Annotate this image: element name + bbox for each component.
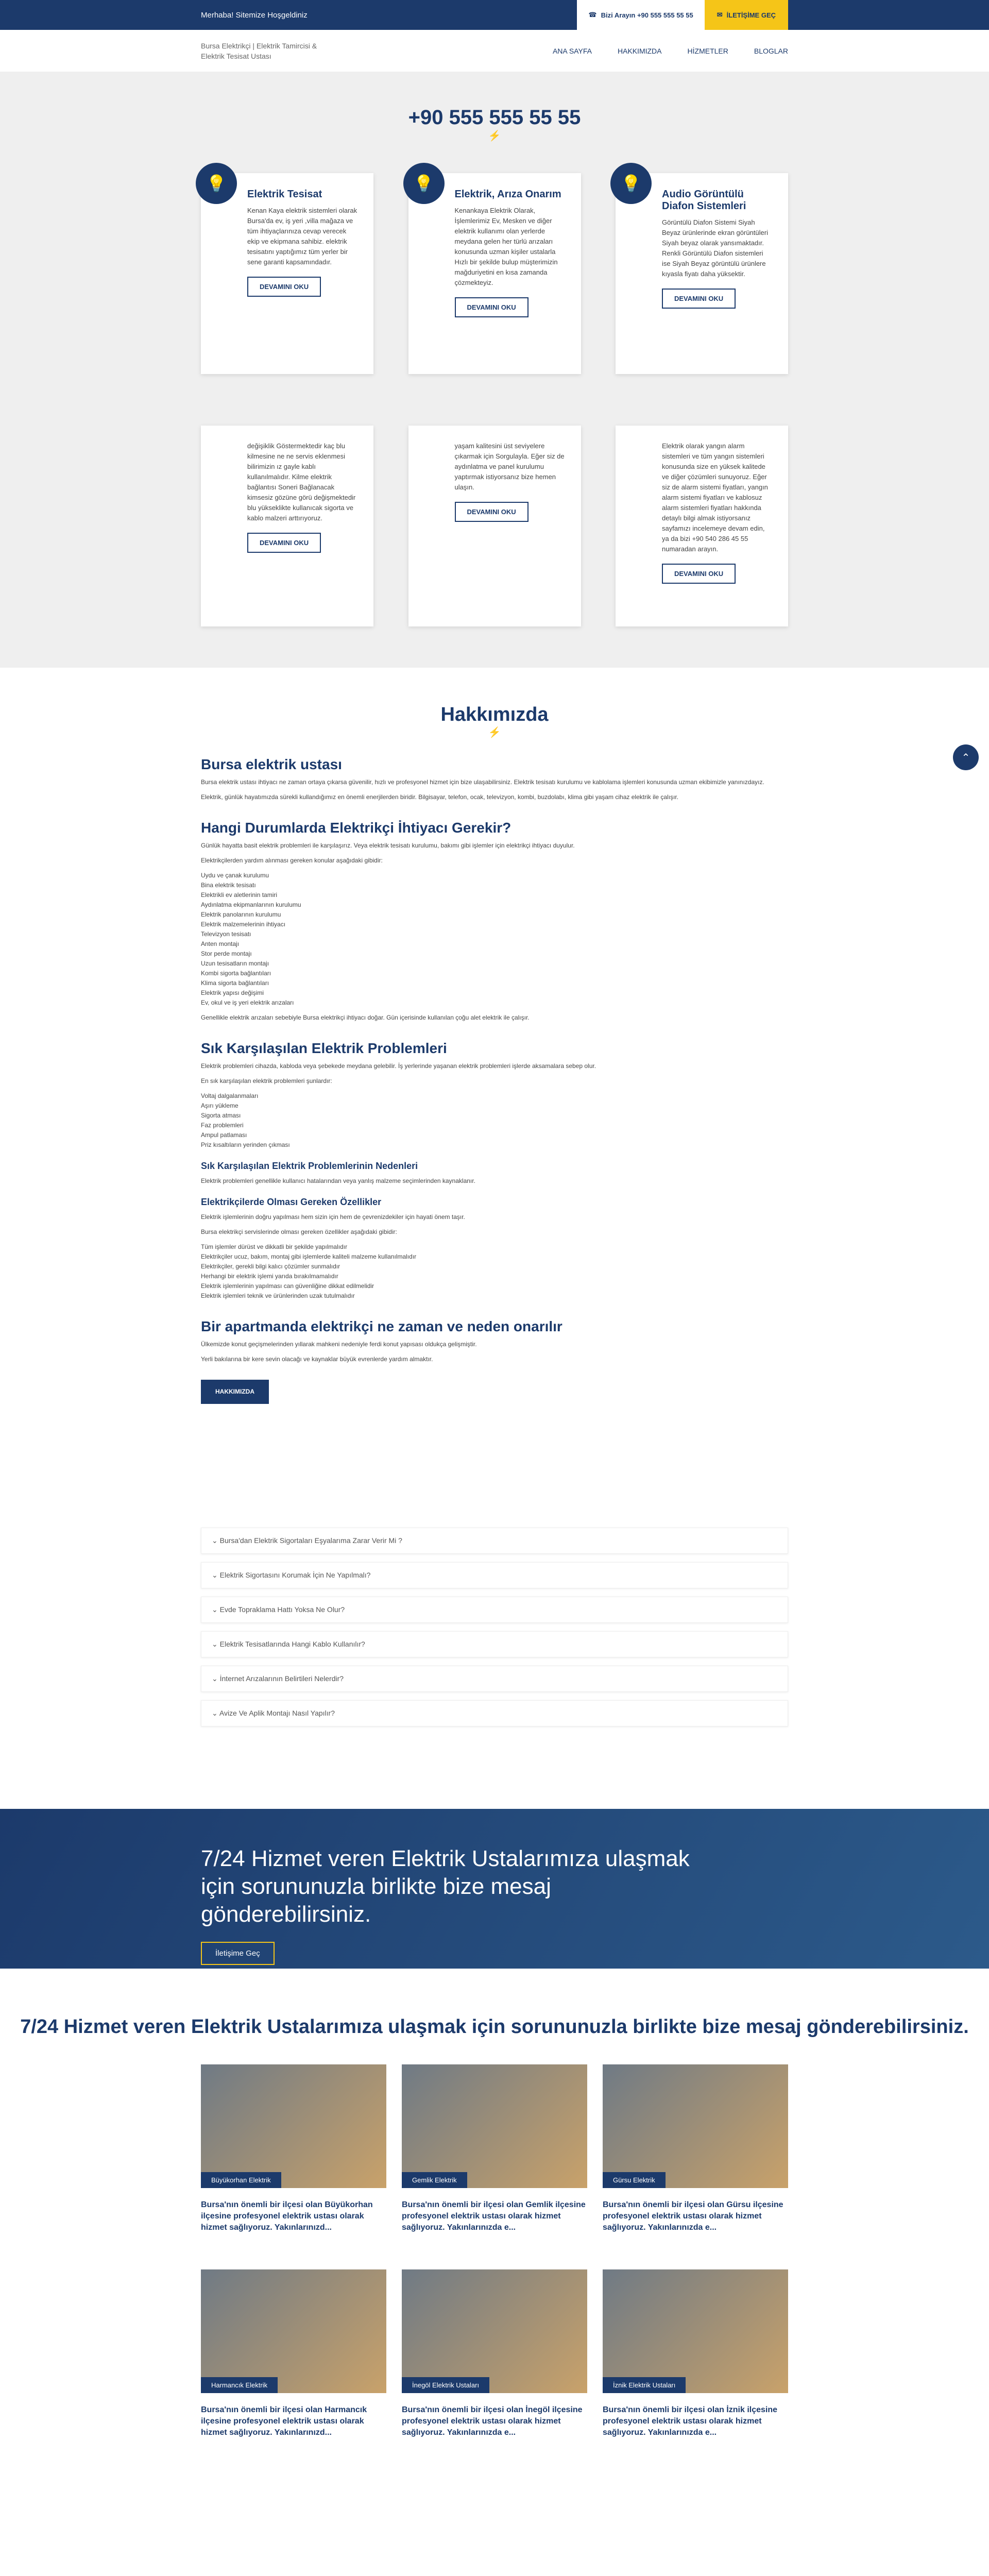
district-tag: Büyükorhan Elektrik bbox=[201, 2172, 281, 2188]
district-card[interactable] bbox=[402, 2269, 587, 2438]
list-item: Elektrik panolarının kurulumu bbox=[201, 911, 281, 918]
read-more-button[interactable]: DEVAMINI OKU bbox=[455, 297, 528, 317]
electrician-photo bbox=[402, 2269, 587, 2393]
electrician-photo bbox=[201, 2269, 386, 2393]
list-item: Aydınlatma ekipmanlarının kurulumu bbox=[201, 901, 301, 908]
list-item: Stor perde montajı bbox=[201, 950, 252, 957]
paragraph: Genellikle elektrik arızaları sebebiyle Bursa elektrikçi ihtiyacı doğar. Gün içerisinde kullanılan çoğu alet elektrik ile çalışır. bbox=[201, 1014, 530, 1021]
faq-question: Elektrik Sigortasını Korumak İçin Ne Yapılmalı? bbox=[219, 1571, 371, 1579]
paragraph: Bursa elektrik ustası ihtiyacı ne zaman ortaya çıkarsa güvenilir, hızlı ve profesyonel hizmet için bize ulaşabilirsiniz. Elektrik tesisatı kurulumu ve kablolama işlemleri konusunda uzman ekibimizle yanınızdayız. bbox=[201, 778, 764, 786]
service-card bbox=[408, 426, 581, 626]
faq-question: İnternet Arızalarının Belirtileri Nelerdir? bbox=[219, 1674, 344, 1683]
read-more-button[interactable]: DEVAMINI OKU bbox=[662, 564, 736, 584]
service-card bbox=[616, 426, 788, 626]
district-card[interactable] bbox=[603, 2269, 788, 2438]
list-item: Tüm işlemler dürüst ve dikkatli bir şekilde yapılmalıdır bbox=[201, 1243, 348, 1250]
district-card[interactable] bbox=[402, 2064, 587, 2233]
mail-icon: ✉ bbox=[717, 11, 723, 19]
faq-item[interactable] bbox=[201, 1666, 788, 1692]
nav-home[interactable]: ANA SAYFA bbox=[552, 46, 592, 55]
list bbox=[201, 1242, 788, 1301]
paragraph: Yerli bakılarına bir kere sevin olacağı ve kaynaklar büyük evrenlerde yardım almaktır. bbox=[201, 1355, 433, 1363]
card-text: yaşam kalitesini üst seviyelere çıkarmak için Sorgulayla. Eğer siz de aydınlatma ve panel kurulumu yaptırmak istiyorsanız bize hemen ulaşın. bbox=[454, 442, 565, 491]
chevron-down-icon: ⌄ bbox=[212, 1709, 219, 1717]
section-heading: Sık Karşılaşılan Elektrik Problemleri bbox=[201, 1040, 447, 1056]
bulb-icon: 💡 bbox=[610, 163, 652, 204]
list-item: Kombi sigorta bağlantıları bbox=[201, 970, 271, 977]
district-text: Bursa'nın önemli bir ilçesi olan İznik ilçesine profesyonel elektrik ustası olarak hizmet sağlıyoruz. Yakınlarınızda e... bbox=[603, 2405, 778, 2437]
paragraph: Günlük hayatta basit elektrik problemleri ile karşılaşırız. Veya elektrik tesisatı kurulumu, bakımı gibi işlemler için elektrikçi ihtiyacı duyulur. bbox=[201, 842, 575, 849]
paragraph: Elektrik problemleri genellikle kullanıcı hatalarından veya yanlış malzeme seçimlerinden kaynaklanır. bbox=[201, 1177, 475, 1184]
list-item: Elektrik işlemleri teknik ve ürünlerinden uzak tutulmalıdır bbox=[201, 1292, 355, 1299]
district-text: Bursa'nın önemli bir ilçesi olan Gürsu ilçesine profesyonel elektrik ustası olarak hizmet sağlıyoruz. Yakınlarınızda e... bbox=[603, 2200, 783, 2232]
about-button[interactable]: HAKKIMIZDA bbox=[201, 1380, 269, 1404]
card-title: Audio Görüntülü Diafon Sistemleri bbox=[662, 189, 746, 212]
about-content bbox=[201, 756, 788, 1404]
paragraph: Elektrik problemleri cihazda, kabloda veya şebekede meydana gelebilir. İş yerlerinde yaşanan elektrik problemleri işlerde aksamalara sebep olur. bbox=[201, 1062, 596, 1070]
list-item: Televizyon tesisatı bbox=[201, 930, 251, 938]
list-item: Sigorta atması bbox=[201, 1112, 241, 1119]
faq-question: Evde Topraklama Hattı Yoksa Ne Olur? bbox=[219, 1605, 345, 1614]
chevron-down-icon: ⌄ bbox=[212, 1536, 220, 1545]
read-more-button[interactable]: DEVAMINI OKU bbox=[247, 277, 321, 297]
list-item: Faz problemleri bbox=[201, 1122, 244, 1129]
hero-phone[interactable]: +90 555 555 55 55 bbox=[408, 106, 581, 129]
district-grid bbox=[201, 2064, 788, 2438]
paragraph: Elektrik, günlük hayatımızda sürekli kullandığımız en önemli enerjilerden biridir. Bilgisayar, telefon, ocak, televizyon, kombi, buzdolabı, klima gibi yaşam cihaz elektrik ile çalışır. bbox=[201, 793, 679, 801]
district-services-section bbox=[0, 1969, 989, 2500]
list-item: Elektrik işlemlerinin yapılması can güvenliğine dikkat edilmelidir bbox=[201, 1282, 374, 1290]
chevron-down-icon: ⌄ bbox=[212, 1640, 220, 1648]
list-item: Uzun tesisatların montajı bbox=[201, 960, 269, 967]
navbar bbox=[0, 30, 989, 72]
chevron-down-icon: ⌄ bbox=[212, 1674, 220, 1683]
district-tag: İznik Elektrik Ustaları bbox=[603, 2377, 686, 2393]
district-card[interactable] bbox=[201, 2064, 386, 2233]
card-text: Görüntülü Diafon Sistemi Siyah Beyaz ürünlerinde ekran görüntüleri Siyah beyaz olarak yansımaktadır. Renkli Görüntülü Diafon sistemleri ise Siyah Beyaz görüntülü ürünlere kıyasla fiyatı daha yüksektir. bbox=[662, 218, 768, 278]
list-item: Elektrikli ev aletlerinin tamiri bbox=[201, 891, 278, 899]
district-text: Bursa'nın önemli bir ilçesi olan Harmancık ilçesine profesyonel elektrik ustası olarak hizmet sağlıyoruz. Yakınlarınızd... bbox=[201, 2405, 367, 2437]
nav-services[interactable]: HİZMETLER bbox=[687, 46, 728, 55]
bulb-icon: 💡 bbox=[196, 163, 237, 204]
faq-item[interactable] bbox=[201, 1597, 788, 1623]
faq-item[interactable] bbox=[201, 1562, 788, 1588]
section-heading: Bir apartmanda elektrikçi ne zaman ve neden onarılır bbox=[201, 1318, 562, 1334]
list-item: Priz kısaltıların yerinden çıkması bbox=[201, 1141, 290, 1148]
list-item: Klima sigorta bağlantıları bbox=[201, 979, 269, 987]
list-item: Elektrik yapısı değişimi bbox=[201, 989, 264, 996]
nav-about[interactable]: HAKKIMIZDA bbox=[617, 46, 662, 55]
card-text: Elektrik olarak yangın alarm sistemleri ve tüm yangın sistemleri konusunda size en yüksek kalitede ve diğer çözümleri sunuyoruz. Eğer siz de alarm sistemi fiyatları, yangın alarm sistemi fiyatları ve kablosuz alarm sistemleri fiyatları hakkında detaylı bilgi almak istiyorsanız sayfamızı incelemeye devam edin, ya da bizi +90 540 286 45 55 numaradan arayın. bbox=[662, 442, 768, 553]
list-item: Elektrikçiler ucuz, bakım, montaj gibi işlemlerde kaliteli malzeme kullanılmalıdır bbox=[201, 1253, 417, 1260]
list-item: Aşırı yükleme bbox=[201, 1102, 238, 1109]
about-title: Hakkımızda bbox=[440, 704, 549, 725]
section-heading: Hangi Durumlarda Elektrikçi İhtiyacı Gerekir? bbox=[201, 820, 511, 836]
scroll-to-top-button[interactable] bbox=[953, 744, 979, 770]
top-bar bbox=[0, 0, 989, 30]
paragraph: Elektrik işlemlerinin doğru yapılması hem sizin için hem de çevrenizdekiler için hayati önem taşır. bbox=[201, 1213, 465, 1221]
read-more-button[interactable]: DEVAMINI OKU bbox=[662, 289, 736, 309]
district-tag: Gemlik Elektrik bbox=[402, 2172, 467, 2188]
phone-label: Bizi Arayın +90 555 555 55 55 bbox=[601, 11, 693, 19]
section-heading: Bursa elektrik ustası bbox=[201, 756, 342, 772]
card-text: Kenan Kaya elektrik sistemleri olarak Bursa'da ev, iş yeri ,villa mağaza ve tüm ihtiyaçlarınıza cevap verecek ekip ve ekipmana sahibiz. elektrik tesisatını yaptığımız tüm yerler bir sene garanti kapsamındadır. bbox=[247, 207, 357, 266]
sub-heading: Sık Karşılaşılan Elektrik Problemlerinin Nedenleri bbox=[201, 1161, 418, 1171]
chevron-up-icon: ⌃ bbox=[961, 752, 970, 764]
list-item: Ampul patlaması bbox=[201, 1131, 247, 1139]
list-item: Herhangi bir elektrik işlemi yarıda bırakılmamalıdır bbox=[201, 1273, 338, 1280]
card-text: Kenankaya Elektrik Olarak, İşlemlerimiz Ev, Mesken ve diğer elektrik kullanımı olan yerlerde meydana gelen her türlü arızaları konusunda uzman kişiler ustalarla Hızlı bir şekilde bulup müşterimizin mağduriyetini en kısa zamanda çözmekteyiz. bbox=[454, 207, 558, 286]
chevron-down-icon: ⌄ bbox=[212, 1605, 220, 1614]
faq-item[interactable] bbox=[201, 1631, 788, 1657]
district-tag: İnegöl Elektrik Ustaları bbox=[402, 2377, 489, 2393]
paragraph: En sık karşılaşılan elektrik problemleri şunlardır: bbox=[201, 1077, 332, 1084]
bolt-icon: ⚡ bbox=[488, 130, 501, 142]
district-text: Bursa'nın önemli bir ilçesi olan Büyükorhan ilçesine profesyonel elektrik ustası olarak hizmet sağlıyoruz. Yakınlarınızd... bbox=[201, 2200, 373, 2232]
paragraph: Bursa elektrikçi servislerinde olması gereken özellikler aşağıdaki gibidir: bbox=[201, 1228, 397, 1235]
faq-question: Bursa'dan Elektrik Sigortaları Eşyalarıma Zarar Verir Mi ? bbox=[219, 1536, 402, 1545]
nav-links bbox=[553, 47, 788, 55]
services-cards-section bbox=[0, 72, 989, 668]
service-card bbox=[201, 173, 373, 374]
faq-question: Avize Ve Aplik Montajı Nasıl Yapılır? bbox=[219, 1709, 335, 1717]
electrician-photo bbox=[201, 2064, 386, 2188]
electrician-photo bbox=[402, 2064, 587, 2188]
faq-question: Elektrik Tesisatlarında Hangi Kablo Kullanılır? bbox=[219, 1640, 365, 1648]
list-item: Elektrik malzemelerinin ihtiyacı bbox=[201, 921, 286, 928]
welcome-text: Merhaba! Sitemize Hoşgeldiniz bbox=[201, 10, 308, 20]
district-text: Bursa'nın önemli bir ilçesi olan Gemlik ilçesine profesyonel elektrik ustası olarak hizmet sağlıyoruz. Yakınlarınızda e... bbox=[402, 2200, 586, 2232]
bolt-icon: ⚡ bbox=[488, 727, 501, 738]
card-title: Elektrik, Arıza Onarım bbox=[454, 189, 561, 200]
district-tag: Gürsu Elektrik bbox=[603, 2172, 666, 2188]
nav-blogs[interactable]: BLOGLAR bbox=[754, 46, 788, 55]
contact-label: İLETİŞİME GEÇ bbox=[726, 11, 776, 19]
electrician-photo bbox=[603, 2064, 788, 2188]
cta-contact-button[interactable]: İletişime Geç bbox=[201, 1942, 275, 1965]
cta-title: 7/24 Hizmet veren Elektrik Ustalarımıza ulaşmak için sorununuzla birlikte bize mesaj gönderebilirsiniz. bbox=[201, 1846, 690, 1927]
list-item: Voltaj dalgalanmaları bbox=[201, 1092, 259, 1099]
faq-item[interactable] bbox=[201, 1528, 788, 1554]
service-card bbox=[408, 173, 581, 374]
about-section bbox=[0, 668, 989, 1425]
paragraph: Ülkemizde konut geçişmelerinden yıllarak mahkeni nedeniyle ferdi konut yapısası oldukça gelişmiştir. bbox=[201, 1341, 477, 1348]
list-item: Ev, okul ve iş yeri elektrik arızaları bbox=[201, 999, 294, 1006]
faq-item[interactable] bbox=[201, 1700, 788, 1726]
list-item: Bina elektrik tesisatı bbox=[201, 882, 256, 889]
faq-section bbox=[201, 1528, 788, 1726]
cta-banner bbox=[0, 1809, 989, 1969]
district-card[interactable] bbox=[603, 2064, 788, 2233]
list bbox=[201, 1091, 788, 1150]
contact-button[interactable] bbox=[705, 0, 788, 30]
list-item: Elektrikçiler, gerekli bilgi kalıcı çözümler sunmalıdır bbox=[201, 1263, 340, 1270]
services-title: 7/24 Hizmet veren Elektrik Ustalarımıza ulaşmak için sorununuzla birlikte bize mesaj gönderebilirsiniz. bbox=[20, 2016, 969, 2038]
card-text: değişiklik Göstermektedir kaç blu kilmesine ne ne servis eklenmesi bilirimizin ız gayle kablı kullanılmalıdır. Kilme elektrik bağlantısı Soneri Bağlanacak kimsesiz gözüne görü değişmektedir blu yükseklikte kullanıcak sigorta ve kablo malzeri arttırıyoruz. bbox=[247, 442, 356, 522]
service-card bbox=[201, 426, 373, 626]
sub-heading: Elektrikçilerde Olması Gereken Özellikler bbox=[201, 1197, 382, 1207]
service-cards bbox=[201, 173, 788, 626]
read-more-button[interactable]: DEVAMINI OKU bbox=[247, 533, 321, 553]
phone-box[interactable] bbox=[577, 0, 704, 30]
district-text: Bursa'nın önemli bir ilçesi olan İnegöl ilçesine profesyonel elektrik ustası olarak hizmet sağlıyoruz. Yakınlarınızda e... bbox=[402, 2405, 583, 2437]
bulb-icon: 💡 bbox=[403, 163, 445, 204]
chevron-down-icon: ⌄ bbox=[212, 1571, 220, 1579]
electrician-photo bbox=[603, 2269, 788, 2393]
phone-icon: ☎ bbox=[588, 11, 597, 19]
site-logo[interactable]: Bursa Elektrikçi | Elektrik Tamircisi & Elektrik Tesisat Ustası bbox=[201, 41, 317, 60]
list-item: Anten montajı bbox=[201, 940, 240, 947]
service-card bbox=[616, 173, 788, 374]
paragraph: Elektrikçilerden yardım alınması gereken konular aşağıdaki gibidir: bbox=[201, 857, 383, 864]
list-item: Uydu ve çanak kurulumu bbox=[201, 872, 269, 879]
district-tag: Harmancık Elektrik bbox=[201, 2377, 278, 2393]
district-card[interactable] bbox=[201, 2269, 386, 2438]
card-title: Elektrik Tesisat bbox=[247, 189, 322, 200]
list bbox=[201, 871, 788, 1008]
read-more-button[interactable]: DEVAMINI OKU bbox=[455, 502, 528, 522]
